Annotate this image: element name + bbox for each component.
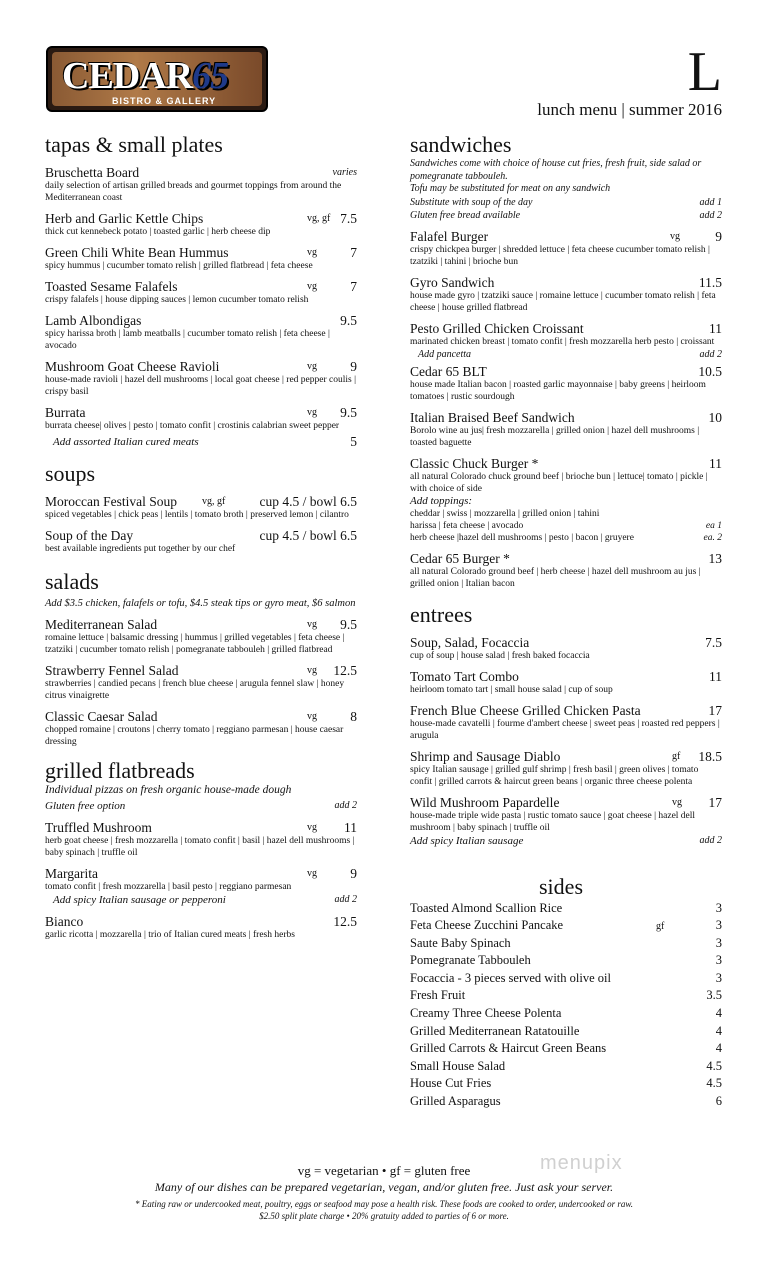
item-description: chopped romaine | croutons | cherry tomato | reggiano parmesan | house caesar dressing bbox=[45, 725, 344, 747]
side-name: Fresh Fruit bbox=[410, 988, 466, 1003]
side-price: 4 bbox=[715, 1023, 722, 1038]
item-price: 11 bbox=[344, 820, 357, 835]
menu-item bbox=[410, 703, 722, 742]
side-item bbox=[410, 1093, 722, 1111]
menu-item bbox=[45, 245, 357, 272]
item-name: Mushroom Goat Cheese Ravioli bbox=[45, 359, 220, 374]
side-item bbox=[410, 1005, 722, 1023]
item-price: 10.5 bbox=[698, 363, 722, 379]
item-price: 12.5 bbox=[333, 914, 357, 929]
add-sausage-pepperoni bbox=[45, 893, 357, 907]
section-title: entrees bbox=[410, 601, 473, 627]
section-title: sandwiches bbox=[410, 132, 512, 157]
item-price: 11.5 bbox=[698, 274, 722, 290]
item-description: crispy falafels | house dipping sauces | lemon cucumber tomato relish bbox=[45, 295, 309, 305]
side-item bbox=[410, 1040, 722, 1058]
diet-legend: vg = vegetarian • gf = gluten free bbox=[297, 1163, 471, 1178]
item-name: Pesto Grilled Chicken Croissant bbox=[410, 320, 584, 336]
topping-row bbox=[410, 520, 722, 532]
item-name: Classic Caesar Salad bbox=[45, 709, 158, 724]
logo-main: CEDAR bbox=[62, 55, 193, 97]
topping-price: ea. 2 bbox=[703, 532, 722, 543]
flatbreads-section bbox=[45, 758, 357, 941]
soups-list bbox=[45, 494, 357, 555]
section-title: soups bbox=[45, 461, 96, 486]
item-price: 17 bbox=[708, 794, 722, 810]
item-description: herb goat cheese | fresh mozzarella | tomato confit | basil | hazel dell mushrooms | baby spinach | truffle oil bbox=[45, 836, 355, 858]
menu-item bbox=[45, 820, 357, 859]
salads-note: Add $3.5 chicken, falafels or tofu, $4.5 steak tips or gyro meat, $6 salmon bbox=[45, 598, 356, 609]
menu-item bbox=[45, 528, 357, 555]
menu-item bbox=[45, 494, 357, 521]
item-description: heirloom tomato tart | small house salad | cup of soup bbox=[410, 684, 613, 695]
item-description: spicy hummus | cucumber tomato relish | grilled flatbread | feta cheese bbox=[45, 261, 313, 271]
topping-text: harissa | feta cheese | avocado bbox=[410, 520, 524, 531]
logo-wordmark bbox=[62, 54, 228, 98]
section-title: sides bbox=[539, 873, 583, 899]
item-description: garlic ricotta | mozzarella | trio of Italian cured meats | fresh herbs bbox=[45, 930, 295, 940]
menu-item bbox=[45, 211, 357, 238]
item-description: crispy chickpea burger | shredded lettuce | feta cheese cucumber tomato relish | tzatziki | tahini | brioche bun bbox=[410, 244, 710, 267]
menu-item bbox=[45, 914, 357, 941]
menu-item bbox=[410, 669, 722, 696]
diet-tag: gf bbox=[672, 750, 681, 762]
side-name: Toasted Almond Scallion Rice bbox=[410, 900, 563, 915]
item-description: Borolo wine au jus| fresh mozzarella | grilled onion | hazel dell mushrooms | toasted baguette bbox=[410, 425, 700, 448]
item-description: tomato confit | fresh mozzarella | basil pesto | reggiano parmesan bbox=[45, 882, 292, 892]
side-name: Grilled Asparagus bbox=[410, 1094, 501, 1109]
item-price: 7 bbox=[350, 245, 357, 260]
add-text: Add assorted Italian cured meats bbox=[53, 436, 199, 448]
diet-tag: vg bbox=[307, 868, 317, 879]
side-name: Creamy Three Cheese Polenta bbox=[410, 1006, 562, 1021]
gluten-free-bread bbox=[410, 209, 722, 222]
item-description: spiced vegetables | chick peas | lentils | tomato broth | preserved lemon | cilantro bbox=[45, 510, 349, 520]
side-price: 3 bbox=[715, 935, 722, 950]
menu-item bbox=[45, 709, 357, 748]
side-name: Grilled Carrots & Haircut Green Beans bbox=[410, 1041, 607, 1056]
item-description: all natural Colorado chuck ground beef | brioche bun | lettuce| tomato | pickle | with choice of side bbox=[410, 471, 708, 494]
section-title: salads bbox=[45, 569, 99, 594]
item-description: cup of soup | house salad | fresh baked focaccia bbox=[410, 650, 590, 661]
item-name: Bruschetta Board bbox=[45, 165, 140, 180]
item-description: house-made cavatelli | fourme d'ambert cheese | sweet peas | roasted red peppers | arugula bbox=[410, 718, 720, 741]
item-price: 8 bbox=[350, 709, 357, 724]
health-warning: * Eating raw or undercooked meat, poultry, eggs or seafood may pose a health risk. These foods are cooked to order, undercooked or raw. bbox=[135, 1199, 633, 1209]
charge-note: $2.50 split plate charge • 20% gratuity added to parties of 6 or more. bbox=[259, 1211, 509, 1221]
item-description: burrata cheese| olives | pesto | tomato confit | crostinis calabrian sweet pepper bbox=[45, 421, 340, 431]
side-item bbox=[410, 917, 722, 935]
side-name: Pomegranate Tabbouleh bbox=[410, 953, 531, 968]
sub-price: add 2 bbox=[699, 209, 722, 221]
item-description: best available ingredients put together by our chef bbox=[45, 544, 236, 554]
toppings-label: Add toppings: bbox=[410, 494, 473, 507]
side-price: 4.5 bbox=[706, 1076, 722, 1091]
item-name: Green Chili White Bean Hummus bbox=[45, 245, 229, 260]
diet-tag: vg bbox=[307, 407, 317, 418]
diet-tag: vg bbox=[307, 711, 317, 722]
diet-tag: vg, gf bbox=[307, 213, 331, 224]
add-price: add 2 bbox=[334, 894, 357, 905]
menu-item bbox=[45, 165, 357, 204]
side-item bbox=[410, 1023, 722, 1041]
menu-item bbox=[45, 663, 357, 702]
item-name: Tomato Tart Combo bbox=[410, 668, 519, 684]
add-price: add 2 bbox=[699, 348, 722, 360]
menu-letter: L bbox=[687, 41, 722, 103]
diet-tag: vg bbox=[307, 281, 317, 292]
side-item bbox=[410, 1075, 722, 1093]
side-name: Focaccia - 3 pieces served with olive oil bbox=[410, 970, 611, 985]
side-item bbox=[410, 952, 722, 970]
menu-item bbox=[45, 313, 357, 352]
topping-row bbox=[410, 532, 722, 544]
tapas-list bbox=[45, 165, 357, 432]
dietary-note: Many of our dishes can be prepared vegetarian, vegan, and/or gluten free. Just ask your server. bbox=[154, 1180, 614, 1194]
item-name: Falafel Burger bbox=[410, 228, 489, 244]
item-description: marinated chicken breast | tomato confit | fresh mozzarella herb pesto | croissant bbox=[410, 336, 715, 347]
sandwich-final bbox=[410, 551, 722, 590]
item-price: 11 bbox=[709, 455, 722, 471]
side-item bbox=[410, 987, 722, 1005]
menu-item bbox=[45, 866, 357, 893]
diet-tag: vg bbox=[307, 361, 317, 372]
soups-section bbox=[45, 461, 357, 555]
side-price: 3 bbox=[715, 953, 722, 968]
menu-item bbox=[410, 551, 722, 590]
add-text: Add spicy Italian sausage bbox=[410, 834, 524, 847]
menu-item bbox=[410, 749, 722, 788]
menu-item bbox=[45, 359, 357, 398]
item-name: Soup of the Day bbox=[45, 528, 134, 543]
item-price: 9 bbox=[350, 866, 357, 881]
side-item bbox=[410, 900, 722, 918]
item-description: house made Italian bacon | roasted garlic mayonnaise | baby greens | heirloom tomatoes | rustic sourdough bbox=[410, 379, 706, 402]
item-name: Gyro Sandwich bbox=[410, 274, 495, 290]
diet-tag: vg bbox=[670, 230, 680, 242]
sandwiches-note: Sandwiches come with choice of house cut fries, fresh fruit, side salad or pomegranate tabbouleh. bbox=[410, 158, 702, 182]
soup-substitute bbox=[410, 196, 722, 209]
flatbreads-note: Individual pizzas on fresh organic house-made dough bbox=[45, 784, 292, 796]
item-name: Cedar 65 BLT bbox=[410, 363, 487, 379]
entrees-list bbox=[410, 635, 722, 834]
item-price: 7.5 bbox=[705, 634, 722, 650]
diet-tag: gf bbox=[656, 921, 665, 933]
tapas-section bbox=[45, 132, 357, 449]
salads-list bbox=[45, 617, 357, 748]
add-pancetta bbox=[410, 348, 722, 361]
logo-subtitle: BISTRO & GALLERY bbox=[112, 96, 217, 106]
item-price: 9.5 bbox=[340, 405, 357, 420]
sub-text: Substitute with soup of the day bbox=[410, 196, 533, 208]
section-title: grilled flatbreads bbox=[45, 758, 195, 783]
add-cured-meats bbox=[45, 435, 357, 449]
salads-section bbox=[45, 569, 357, 748]
topping-text: herb cheese |hazel dell mushrooms | pesto | bacon | gruyere bbox=[410, 532, 634, 543]
item-name: Bianco bbox=[45, 914, 84, 929]
topping-text: cheddar | swiss | mozzarella | grilled onion | tahini bbox=[410, 508, 600, 519]
sandwiches-list-2 bbox=[410, 364, 722, 495]
side-price: 4 bbox=[715, 1006, 722, 1021]
item-price: 13 bbox=[708, 550, 722, 566]
item-description: all natural Colorado ground beef | herb cheese | hazel dell mushroom au jus | grilled onion | Italian bacon bbox=[410, 566, 701, 589]
item-price: 9.5 bbox=[340, 617, 357, 632]
logo-number: 65 bbox=[192, 55, 229, 97]
sub-text: Gluten free bread available bbox=[410, 209, 521, 221]
add-italian-sausage bbox=[410, 834, 722, 848]
item-price: varies bbox=[332, 167, 357, 178]
logo-panel bbox=[52, 52, 262, 106]
item-price: 11 bbox=[709, 320, 722, 336]
side-name: Small House Salad bbox=[410, 1058, 506, 1073]
entrees-section bbox=[410, 602, 722, 848]
add-text: Add spicy Italian sausage or pepperoni bbox=[53, 894, 226, 906]
sandwiches-section bbox=[410, 132, 722, 590]
item-price: 18.5 bbox=[698, 748, 722, 764]
item-name: Truffled Mushroom bbox=[45, 820, 152, 835]
menu-item bbox=[410, 229, 722, 268]
side-name: Grilled Mediterranean Ratatouille bbox=[410, 1023, 580, 1038]
item-name: French Blue Cheese Grilled Chicken Pasta bbox=[410, 702, 641, 718]
diet-tag: vg bbox=[672, 796, 682, 808]
side-name: House Cut Fries bbox=[410, 1076, 492, 1091]
item-name: Italian Braised Beef Sandwich bbox=[410, 409, 575, 425]
side-name: Saute Baby Spinach bbox=[410, 935, 511, 950]
side-price: 4.5 bbox=[706, 1058, 722, 1073]
menu-item bbox=[410, 635, 722, 662]
menu-item bbox=[410, 410, 722, 449]
item-name: Classic Chuck Burger * bbox=[410, 455, 539, 471]
watermark: menupix bbox=[540, 1152, 623, 1174]
item-name: Soup, Salad, Focaccia bbox=[410, 634, 530, 650]
menu-item bbox=[410, 795, 722, 834]
item-name: Moroccan Festival Soup bbox=[45, 494, 177, 509]
item-description: romaine lettuce | balsamic dressing | hummus | grilled vegetables | feta cheese | tzatziki | cucumber tomato relish | pomegranate tabbouleh | grilled flatbread bbox=[45, 633, 345, 655]
item-name: Burrata bbox=[45, 405, 86, 420]
item-price: 9.5 bbox=[340, 313, 357, 328]
left-column bbox=[45, 132, 357, 941]
side-item bbox=[410, 1058, 722, 1076]
item-price: 9 bbox=[350, 359, 357, 374]
add-text: Add pancetta bbox=[418, 348, 472, 360]
side-price: 4 bbox=[715, 1041, 722, 1056]
side-price: 3 bbox=[715, 900, 722, 915]
item-price: 9 bbox=[715, 228, 722, 244]
item-name: Cedar 65 Burger * bbox=[410, 550, 510, 566]
item-name: Shrimp and Sausage Diablo bbox=[410, 748, 561, 764]
item-description: thick cut kennebeck potato | toasted garlic | herb cheese dip bbox=[45, 227, 271, 237]
tofu-note: Tofu may be substituted for meat on any sandwich bbox=[410, 183, 611, 194]
menu-item bbox=[410, 456, 722, 495]
item-description: spicy harissa broth | lamb meatballs | cucumber tomato relish | feta cheese | avocado bbox=[45, 329, 330, 351]
add-price: add 2 bbox=[699, 834, 722, 846]
section-title: tapas & small plates bbox=[45, 132, 223, 157]
side-price: 3.5 bbox=[706, 988, 722, 1003]
menu-item bbox=[45, 405, 357, 432]
flatbreads-list bbox=[45, 820, 357, 893]
topping-price: ea 1 bbox=[705, 520, 722, 531]
item-description: spicy Italian sausage | grilled gulf shrimp | fresh basil | green olives | tomato confit | grilled carrots & haircut green beans | organic three cheese polenta bbox=[410, 764, 699, 787]
menu-item bbox=[410, 275, 722, 314]
sub-price: add 1 bbox=[699, 196, 722, 208]
item-price: 10 bbox=[708, 409, 722, 425]
item-price: 7.5 bbox=[340, 211, 357, 226]
toppings-list bbox=[410, 508, 722, 544]
diet-tag: vg, gf bbox=[202, 496, 226, 507]
item-name: Margarita bbox=[45, 866, 98, 881]
gluten-free-option bbox=[45, 799, 357, 813]
item-price: cup 4.5 / bowl 6.5 bbox=[259, 528, 357, 543]
item-name: Herb and Garlic Kettle Chips bbox=[45, 211, 204, 226]
menu-item bbox=[410, 321, 722, 348]
side-item bbox=[410, 935, 722, 953]
diet-tag: vg bbox=[307, 822, 317, 833]
side-name: Feta Cheese Zucchini Pancake bbox=[410, 918, 564, 933]
side-price: 6 bbox=[715, 1094, 722, 1109]
add-price: 5 bbox=[350, 434, 357, 449]
menu-item bbox=[45, 279, 357, 306]
diet-tag: vg bbox=[307, 665, 317, 676]
diet-tag: vg bbox=[307, 247, 317, 258]
item-description: house-made ravioli | hazel dell mushrooms | local goat cheese | red pepper coulis | crispy basil bbox=[45, 375, 356, 397]
item-price: cup 4.5 / bowl 6.5 bbox=[259, 494, 357, 509]
item-name: Toasted Sesame Falafels bbox=[45, 279, 178, 294]
topping-row bbox=[410, 508, 722, 520]
item-name: Mediterranean Salad bbox=[45, 617, 158, 632]
logo bbox=[46, 46, 268, 112]
menu-item bbox=[410, 364, 722, 403]
menu-subtitle: lunch menu | summer 2016 bbox=[537, 100, 722, 119]
side-item bbox=[410, 970, 722, 988]
side-price: 3 bbox=[715, 970, 722, 985]
item-description: house-made triple wide pasta | rustic tomato sauce | goat cheese | hazel dell mushroom | baby spinach | truffle oil bbox=[410, 810, 696, 833]
sides-list bbox=[410, 900, 722, 1111]
gf-text: Gluten free option bbox=[45, 800, 126, 812]
sides-section bbox=[410, 874, 722, 1111]
item-price: 12.5 bbox=[333, 663, 357, 678]
side-price: 3 bbox=[715, 918, 722, 933]
item-price: 7 bbox=[350, 279, 357, 294]
diet-tag: vg bbox=[307, 619, 317, 630]
sandwiches-list bbox=[410, 229, 722, 348]
menu-item bbox=[45, 617, 357, 656]
item-name: Strawberry Fennel Salad bbox=[45, 663, 179, 678]
right-column bbox=[410, 132, 722, 1111]
item-price: 11 bbox=[709, 668, 722, 684]
item-description: house made gyro | tzatziki sauce | romaine lettuce | cucumber tomato relish | feta cheese | house grilled flatbread bbox=[410, 290, 716, 313]
item-description: daily selection of artisan grilled breads and gourmet toppings from around the Mediterranean coast bbox=[45, 181, 342, 203]
gf-price: add 2 bbox=[334, 800, 357, 811]
item-price: 17 bbox=[708, 702, 722, 718]
item-description: strawberries | candied pecans | french blue cheese | arugula fennel slaw | honey citrus vinaigrette bbox=[45, 679, 345, 701]
item-name: Wild Mushroom Papardelle bbox=[410, 794, 560, 810]
item-name: Lamb Albondigas bbox=[45, 313, 142, 328]
